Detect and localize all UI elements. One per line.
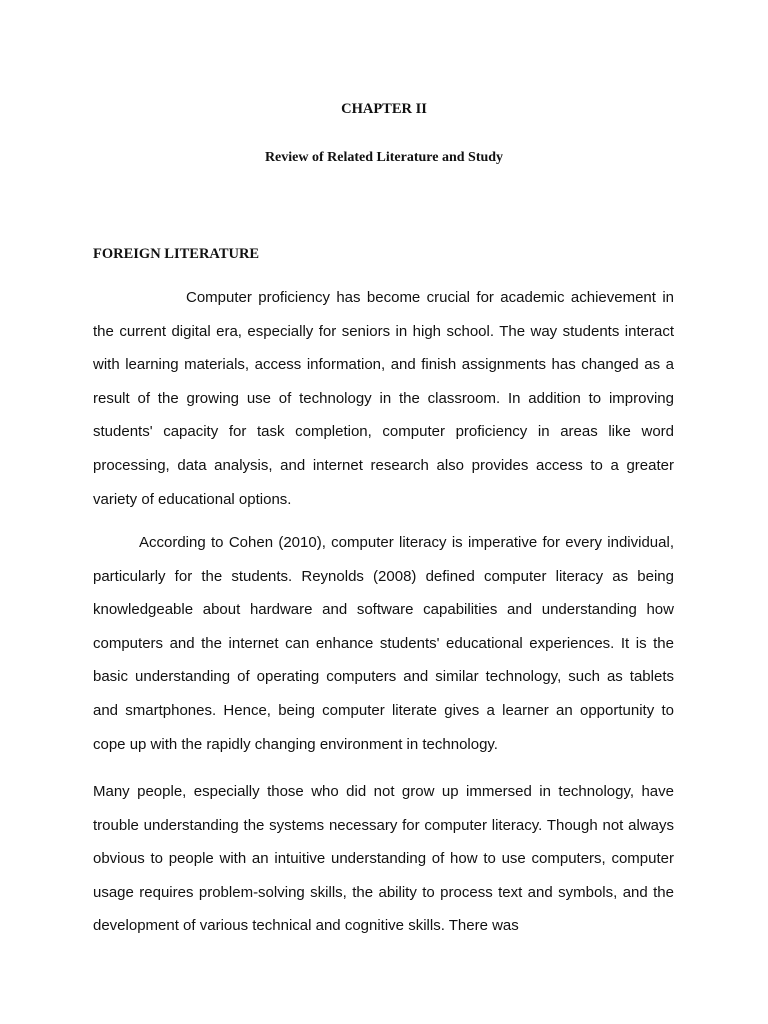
paragraph-3: Many people, especially those who did not grow up immersed in technology, have trouble understanding the systems necessary for computer literacy. Though not always obvious to people with an intuitive understanding of how to use computers, computer usage requires problem-solving skills, the ability to process text and symbols, and the development of various technical and cognitive skills. There was (93, 783, 674, 935)
section-heading: FOREIGN LITERATURE (93, 246, 260, 262)
paragraph-1: Computer proficiency has become crucial for academic achievement in the current digital era, especially for seniors in high school. The way students interact with learning materials, access information, and finish assignments has changed as a result of the growing use of technology in the classroom. In addition to improving students' capacity for task completion, computer proficiency in areas like word processing, data analysis, and internet research also provides access to a greater variety of educational options. (93, 289, 674, 508)
chapter-title: CHAPTER II (341, 101, 427, 117)
chapter-subtitle: Review of Related Literature and Study (264, 150, 504, 165)
paragraph-2: According to Cohen (2010), computer literacy is imperative for every individual, particularly for the students. Reynolds (2008) defined computer literacy as being knowledgeable about hardware and software capabilities and understanding how computers and the internet can enhance students' educational experiences. It is the basic understanding of operating computers and similar technology, such as tablets and smartphones. Hence, being computer literate gives a learner an opportunity to cope up with the rapidly changing environment in technology. (93, 534, 674, 753)
